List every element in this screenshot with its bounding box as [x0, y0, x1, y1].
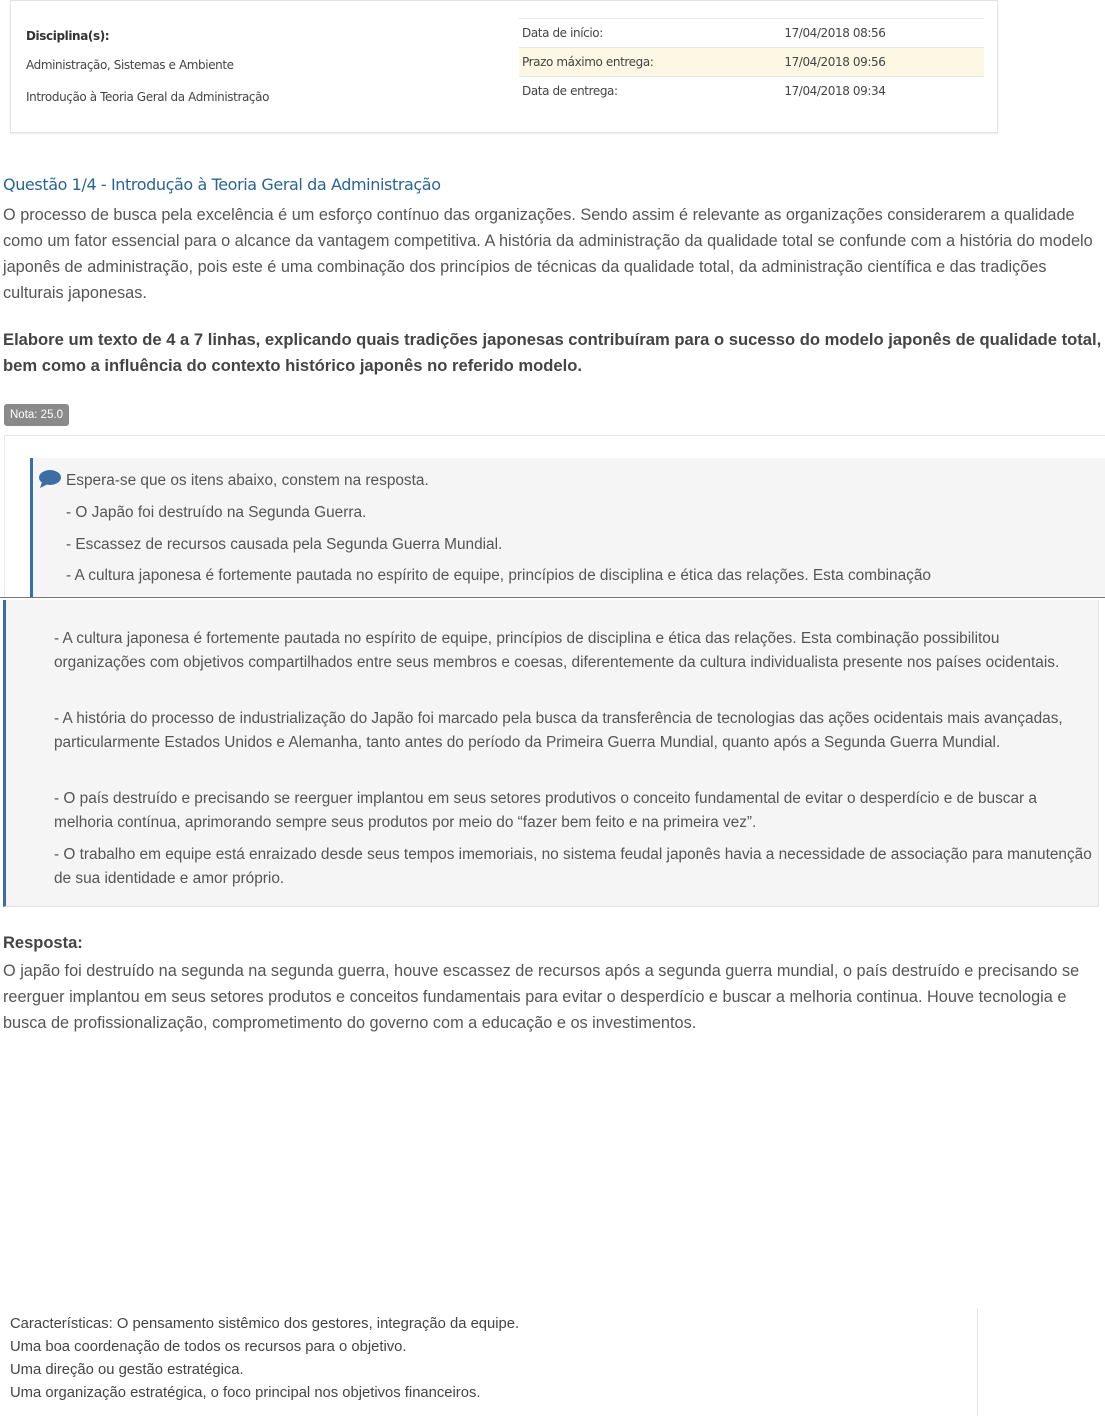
dates-table — [519, 18, 984, 105]
note-line: Uma organização estratégica, o foco principal nos objetivos financeiros. — [10, 1385, 481, 1401]
answer-label: Resposta: — [3, 934, 83, 952]
feedback-item: - O trabalho em equipe está enraizado desde seus tempos imemoriais, no sistema feudal japonês havia a necessidade de associação para manutenção de sua identidade e amor próprio. — [54, 846, 1092, 887]
note-line: Uma direção ou gestão estratégica. — [10, 1362, 244, 1378]
answer-text: O japão foi destruído na segunda na segunda guerra, houve escassez de recursos após a segunda guerra mundial, o país destruído e precisando se reerguer implantou em seus setores produtos e conceitos fundamentais para evitar o desperdício e buscar a melhoria continua. Houve tecnologia e busca de profissionalização, comprometimento do governo com a educação e os investimentos. — [3, 962, 1080, 1032]
feedback-panel-top — [4, 435, 1105, 597]
feedback-item: - O Japão foi destruído na Segunda Guerra. — [66, 504, 367, 521]
feedback-item: - A cultura japonesa é fortemente pautada no espírito de equipe, princípios de disciplina e ética das relações. Esta combinação — [66, 567, 931, 584]
assessment-info-panel — [10, 0, 998, 133]
screenshot-seam — [0, 597, 1105, 598]
delivery-date-row — [519, 77, 984, 106]
notes-box — [3, 1308, 978, 1416]
date-value: 17/04/2018 08:56 — [784, 19, 984, 48]
feedback-box — [30, 458, 1105, 597]
question-task: Elabore um texto de 4 a 7 linhas, explicando quais tradições japonesas contribuíram para o sucesso do modelo japonês de qualidade total, bem como a influência do contexto histórico japonês no referido modelo. — [3, 330, 1102, 375]
note-line: Características: O pensamento sistêmico dos gestores, integração da equipe. — [10, 1316, 520, 1332]
discipline-label: Disciplina(s): — [26, 29, 110, 43]
feedback-item: - A história do processo de industrialização do Japão foi marcado pela busca da transferência de tecnologias das ações ocidentais mais avançadas, particularmente Estados Unidos e Alemanha, tanto antes do período da Primeira Guerra Mundial, quanto após a Segunda Guerra Mundial. — [54, 710, 1063, 751]
discipline-name: Administração, Sistemas e Ambiente — [26, 58, 234, 72]
grade-badge: Nota: 25.0 — [4, 404, 69, 426]
feedback-intro: Espera-se que os itens abaixo, constem na resposta. — [66, 472, 429, 489]
note-line: Uma boa coordenação de todos os recursos para o objetivo. — [10, 1339, 407, 1355]
feedback-item: - A cultura japonesa é fortemente pautada no espírito de equipe, princípios de disciplina e ética das relações. Esta combinação possibilitou organizações com objetivos compartilhados entre seus membros e coesas, diferentemente da cultura individualista presente nos países ocidentais. — [54, 630, 1060, 671]
start-date-row — [519, 19, 984, 48]
deadline-row — [519, 48, 984, 77]
feedback-item: - O país destruído e precisando se reerguer implantou em seus setores produtivos o conceito fundamental de evitar o desperdício e de buscar a melhoria contínua, aprimorando sempre seus produtos por meio do “fazer bem feito e na primeira vez”. — [54, 790, 1037, 831]
feedback-box-continued — [3, 600, 1099, 907]
comment-icon — [38, 469, 62, 489]
date-value: 17/04/2018 09:34 — [784, 77, 984, 106]
question-title: Questão 1/4 - Introdução à Teoria Geral da Administração — [3, 175, 441, 194]
date-label: Data de entrega: — [519, 77, 784, 106]
date-label: Prazo máximo entrega: — [519, 48, 784, 77]
feedback-item: - Escassez de recursos causada pela Segunda Guerra Mundial. — [66, 536, 503, 553]
discipline-name: Introdução à Teoria Geral da Administração — [26, 90, 270, 104]
date-value: 17/04/2018 09:56 — [784, 48, 984, 77]
date-label: Data de início: — [519, 19, 784, 48]
question-text: O processo de busca pela excelência é um esforço contínuo das organizações. Sendo assim é relevante as organizações considerarem a qualidade como um fator essencial para o alcance da vantagem competitiva. A história da administração da qualidade total se confunde com a história do modelo japonês de administração, pois este é uma combinação dos princípios de técnicas da qualidade total, da administração científica e das tradições culturais japonesas. — [3, 206, 1093, 302]
